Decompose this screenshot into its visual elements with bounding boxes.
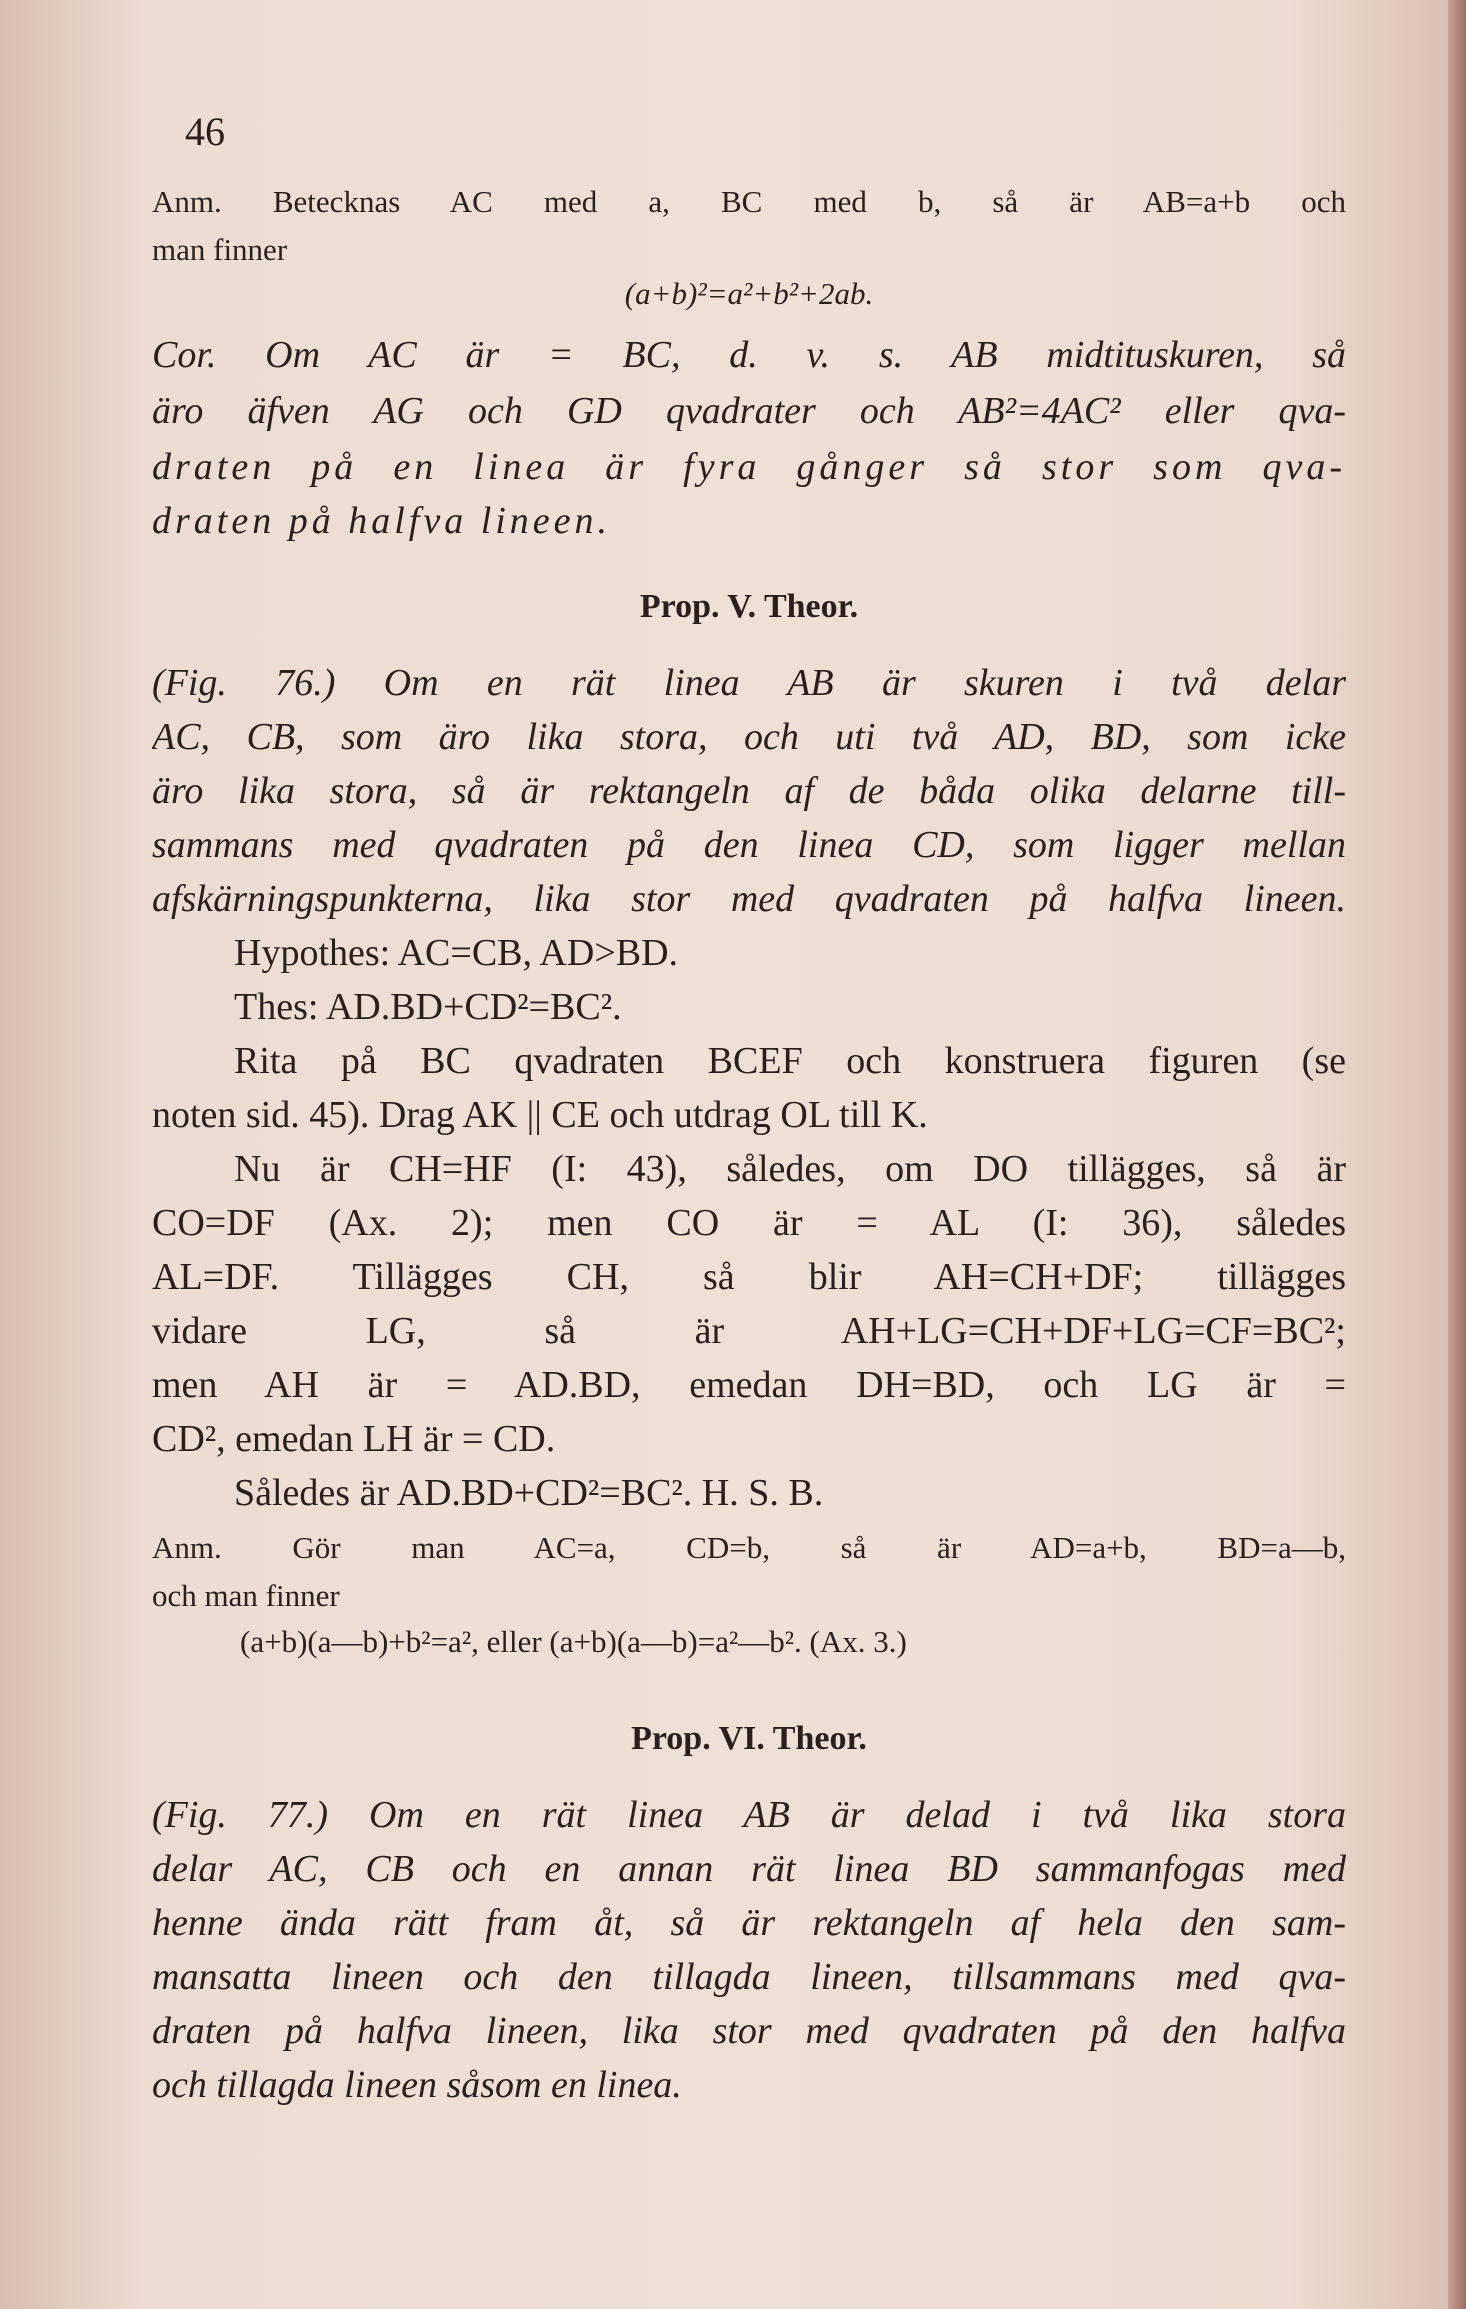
prop5-proof-1: Rita på BC qvadraten BCEF och konstruera figuren (se xyxy=(234,1040,1346,1082)
prop6-statement-3: henne ända rätt fram åt, så är rektangeln af hela den sam- xyxy=(152,1902,1346,1944)
page-number: 46 xyxy=(185,109,225,154)
prop5-thes: Thes: AD.BD+CD²=BC². xyxy=(234,986,622,1028)
prop5-anm-formula: (a+b)(a—b)+b²=a², eller (a+b)(a—b)=a²—b². (Ax. 3.) xyxy=(240,1624,907,1659)
prop5-anm-2: och man finner xyxy=(152,1578,340,1613)
prop5-proof-8: CD², emedan LH är = CD. xyxy=(152,1418,556,1460)
anm1-formula: (a+b)²=a²+b²+2ab. xyxy=(624,276,874,311)
prop5-statement-1: (Fig. 76.) Om en rät linea AB är skuren i två delar xyxy=(152,662,1346,704)
prop6-statement-5: draten på halfva lineen, lika stor med qvadraten på den halfva xyxy=(152,2010,1346,2052)
prop5-statement-5: afskärningspunkterna, lika stor med qvadraten på halfva lineen. xyxy=(152,878,1346,920)
cor-line-3: draten på en linea är fyra gånger så stor som qva- xyxy=(152,446,1346,488)
prop5-anm-1: Anm. Gör man AC=a, CD=b, så är AD=a+b, BD=a—b, xyxy=(152,1530,1346,1565)
prop5-heading: Prop. V. Theor. xyxy=(639,588,859,625)
anm1-line-1: Anm. Betecknas AC med a, BC med b, så är AB=a+b och xyxy=(152,184,1346,219)
prop5-proof-5: AL=DF. Tillägges CH, så blir AH=CH+DF; tillägges xyxy=(152,1256,1346,1298)
prop5-statement-3: äro lika stora, så är rektangeln af de båda olika delarne till- xyxy=(152,770,1346,812)
anm1-line-2: man finner xyxy=(152,232,288,267)
prop5-proof-2: noten sid. 45). Drag AK || CE och utdrag OL till K. xyxy=(152,1094,928,1136)
cor-line-1: Cor. Om AC är = BC, d. v. s. AB midtituskuren, så xyxy=(152,334,1346,376)
prop5-proof-4: CO=DF (Ax. 2); men CO är = AL (I: 36), således xyxy=(152,1202,1346,1244)
prop5-statement-4: sammans med qvadraten på den linea CD, som ligger mellan xyxy=(152,824,1346,866)
prop6-statement-1: (Fig. 77.) Om en rät linea AB är delad i två lika stora xyxy=(152,1794,1346,1836)
prop5-conclusion: Således är AD.BD+CD²=BC². H. S. B. xyxy=(234,1472,824,1514)
cor-line-4: draten på halfva lineen. xyxy=(152,500,612,542)
prop5-proof-7: men AH är = AD.BD, emedan DH=BD, och LG är = xyxy=(152,1364,1346,1406)
prop6-heading: Prop. VI. Theor. xyxy=(631,1720,867,1757)
prop6-statement-6: och tillagda lineen såsom en linea. xyxy=(152,2064,682,2106)
cor-line-2: äro äfven AG och GD qvadrater och AB²=4AC² eller qva- xyxy=(152,390,1346,432)
prop5-proof-3: Nu är CH=HF (I: 43), således, om DO tillägges, så är xyxy=(234,1148,1346,1190)
prop5-proof-6: vidare LG, så är AH+LG=CH+DF+LG=CF=BC²; xyxy=(152,1310,1346,1352)
prop6-statement-2: delar AC, CB och en annan rät linea BD sammanfogas med xyxy=(152,1848,1346,1890)
page-edge xyxy=(1448,0,1466,2309)
prop5-hypothes: Hypothes: AC=CB, AD>BD. xyxy=(234,932,679,974)
prop6-statement-4: mansatta lineen och den tillagda lineen, tillsammans med qva- xyxy=(152,1956,1346,1998)
prop5-statement-2: AC, CB, som äro lika stora, och uti två AD, BD, som icke xyxy=(152,716,1346,758)
